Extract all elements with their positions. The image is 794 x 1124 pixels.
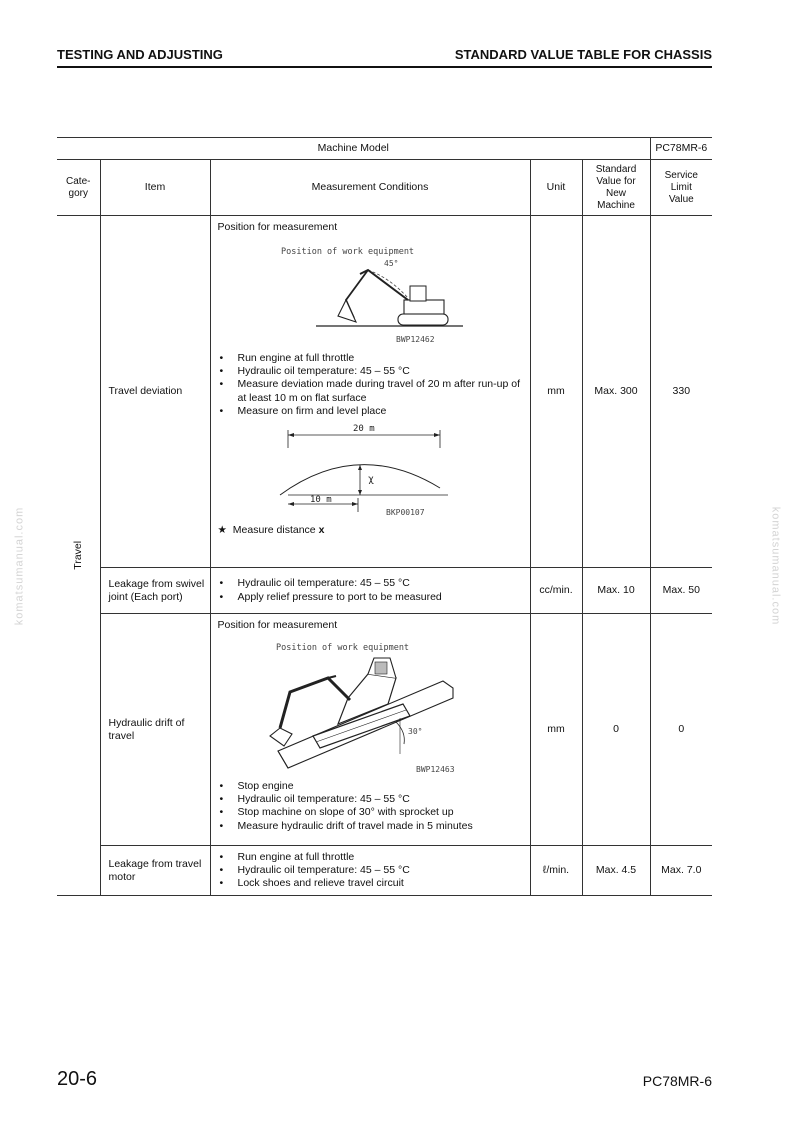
measure-note-x: x [318, 524, 325, 537]
standard-value-cell: Max. 10 [582, 568, 650, 614]
fig3-code: BWP12463 [415, 764, 455, 774]
footer-model: PC78MR-6 [642, 1073, 712, 1089]
list-item: • Run engine at full throttle [218, 352, 524, 365]
machine-model-label: Machine Model [57, 138, 650, 160]
table-row [57, 614, 712, 846]
machine-model-value: PC78MR-6 [650, 138, 712, 160]
unit-cell: mm [530, 216, 582, 568]
col-header-category: Cate- gory [57, 160, 100, 216]
unit-cell: cc/min. [530, 568, 582, 614]
conditions-cell [210, 846, 530, 896]
conditions-list [218, 577, 524, 604]
conditions-cell [210, 216, 530, 568]
conditions-list [218, 352, 524, 419]
list-item: • Hydraulic oil temperature: 45 – 55 °C [218, 793, 524, 806]
list-item: • Measure hydraulic drift of travel made in 5 minutes [218, 820, 524, 833]
fig2-distance: 20 m [352, 424, 375, 435]
fig1-angle: 45° [383, 258, 398, 268]
col-header-service: Service Limit Value [650, 160, 712, 216]
standard-value-cell: Max. 300 [582, 216, 650, 568]
position-label: Position for measurement [217, 221, 338, 233]
service-limit-cell: 330 [650, 216, 712, 568]
fig3-caption: Position of work equipment [275, 642, 409, 653]
standard-value-cell: 0 [582, 614, 650, 846]
measure-note [218, 524, 524, 537]
table-header-row [57, 160, 712, 216]
watermark-right: komatsumanual.com [768, 506, 781, 626]
header-page-title: STANDARD VALUE TABLE FOR CHASSIS [454, 47, 712, 62]
table-row [57, 846, 712, 896]
list-item: • Measure on firm and level place [218, 405, 524, 418]
service-limit-cell: 0 [650, 614, 712, 846]
header-section-title: TESTING AND ADJUSTING [57, 47, 223, 62]
position-label: Position for measurement [217, 619, 338, 631]
list-item: • Hydraulic oil temperature: 45 – 55 °C [218, 577, 524, 590]
header-rule [57, 66, 712, 68]
fig2-x: χ [367, 474, 374, 486]
unit-cell: mm [530, 614, 582, 846]
service-limit-cell: Max. 50 [650, 568, 712, 614]
col-header-unit: Unit [530, 160, 582, 216]
watermark-left: komatsumanual.com [13, 506, 26, 626]
conditions-cell [210, 568, 530, 614]
item-cell: Leakage from swivel joint (Each port) [100, 568, 210, 614]
category-label: Travel [71, 541, 84, 570]
list-item: • Hydraulic oil temperature: 45 – 55 °C [218, 864, 524, 877]
fig3-angle: 30° [407, 726, 422, 736]
list-item: • Run engine at full throttle [218, 851, 524, 864]
list-item: • Measure deviation made during travel of 20 m after run-up of at least 10 m on flat surface [218, 378, 524, 405]
item-cell: Travel deviation [100, 216, 210, 568]
fig2-runup: 10 m [309, 495, 332, 506]
item-cell: Hydraulic drift of travel [100, 614, 210, 846]
star-icon: ★ [217, 524, 227, 537]
list-item: • Apply relief pressure to port to be measured [218, 591, 524, 604]
conditions-cell [210, 614, 530, 846]
fig1-caption: Position of work equipment [280, 246, 414, 257]
list-item: • Stop engine [218, 780, 524, 793]
list-item: • Lock shoes and relieve travel circuit [218, 877, 524, 890]
col-header-standard: Standard Value for New Machine [582, 160, 650, 216]
table-row-model [57, 138, 712, 160]
standard-value-cell: Max. 4.5 [582, 846, 650, 896]
conditions-list [218, 780, 524, 833]
measure-note-text: Measure distance [232, 524, 319, 537]
unit-cell: ℓ/min. [530, 846, 582, 896]
travel-deviation-figure [218, 420, 518, 520]
list-item: • Hydraulic oil temperature: 45 – 55 °C [218, 365, 524, 378]
excavator-slope-figure [218, 636, 518, 776]
col-header-conditions: Measurement Conditions [210, 160, 530, 216]
standard-value-table [57, 137, 712, 896]
list-item: • Stop machine on slope of 30° with sprocket up [218, 806, 524, 819]
table-row [57, 568, 712, 614]
excavator-45deg-figure [218, 238, 518, 348]
page-number: 20-6 [57, 1068, 98, 1090]
table-row [57, 216, 712, 568]
item-cell: Leakage from travel motor [100, 846, 210, 896]
service-limit-cell: Max. 7.0 [650, 846, 712, 896]
col-header-item: Item [100, 160, 210, 216]
category-cell [57, 216, 100, 896]
conditions-list [218, 851, 524, 891]
fig1-code: BWP12462 [395, 334, 435, 344]
fig2-code: BKP00107 [385, 508, 425, 518]
